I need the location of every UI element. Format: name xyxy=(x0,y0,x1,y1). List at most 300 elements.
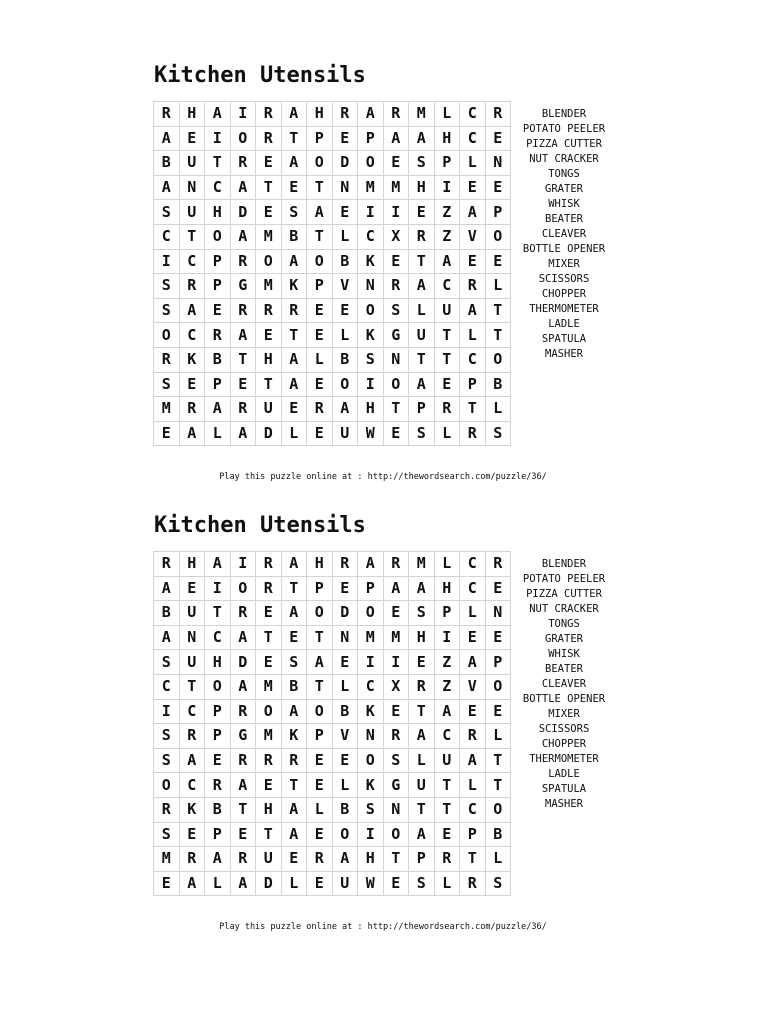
grid-cell: E xyxy=(256,650,282,675)
word-list-item: SCISSORS xyxy=(538,273,590,285)
grid-cell: D xyxy=(332,151,358,176)
grid-row xyxy=(154,224,511,249)
grid-cell: R xyxy=(256,748,282,773)
grid-cell: S xyxy=(409,601,435,626)
grid-cell: X xyxy=(383,224,409,249)
grid-cell: M xyxy=(358,625,384,650)
grid-cell: E xyxy=(383,151,409,176)
grid-cell: L xyxy=(332,323,358,348)
grid-cell: E xyxy=(179,576,205,601)
grid-cell: T xyxy=(256,625,282,650)
grid-cell: T xyxy=(434,797,460,822)
grid-cell: I xyxy=(358,650,384,675)
grid-cell: H xyxy=(179,102,205,127)
grid-cell: R xyxy=(154,552,180,577)
grid-cell: L xyxy=(434,421,460,446)
word-list-item: LADLE xyxy=(548,768,580,780)
grid-cell: R xyxy=(409,224,435,249)
grid-cell: T xyxy=(383,397,409,422)
grid-cell: L xyxy=(485,274,511,299)
grid-cell: P xyxy=(460,822,486,847)
grid-cell: A xyxy=(409,724,435,749)
grid-cell: E xyxy=(307,323,333,348)
word-list-item: CHOPPER xyxy=(541,738,587,750)
grid-cell: C xyxy=(179,699,205,724)
grid-cell: E xyxy=(409,650,435,675)
word-list-item: TONGS xyxy=(548,168,580,180)
grid-cell: L xyxy=(332,773,358,798)
grid-cell: B xyxy=(281,674,307,699)
grid-cell: T xyxy=(179,674,205,699)
grid-cell: L xyxy=(332,224,358,249)
grid-cell: R xyxy=(460,871,486,896)
grid-cell: I xyxy=(230,102,256,127)
grid-cell: C xyxy=(460,102,486,127)
grid-cell: N xyxy=(485,151,511,176)
grid-cell: K xyxy=(358,249,384,274)
grid-cell: K xyxy=(358,323,384,348)
grid-cell: E xyxy=(256,151,282,176)
grid-cell: A xyxy=(230,323,256,348)
grid-cell: L xyxy=(409,298,435,323)
grid-cell: S xyxy=(358,347,384,372)
grid-row xyxy=(154,576,511,601)
word-list-item: BLENDER xyxy=(541,108,587,120)
grid-cell: C xyxy=(460,576,486,601)
grid-cell: D xyxy=(230,200,256,225)
grid-cell: M xyxy=(256,274,282,299)
grid-cell: E xyxy=(332,576,358,601)
grid-cell: A xyxy=(205,397,231,422)
grid-cell: S xyxy=(281,200,307,225)
grid-cell: S xyxy=(154,724,180,749)
grid-cell: S xyxy=(154,274,180,299)
grid-cell: A xyxy=(460,650,486,675)
grid-row xyxy=(154,773,511,798)
grid-cell: A xyxy=(179,298,205,323)
grid-cell: B xyxy=(332,249,358,274)
grid-cell: O xyxy=(154,323,180,348)
grid-cell: W xyxy=(358,421,384,446)
grid-cell: P xyxy=(409,847,435,872)
grid-cell: E xyxy=(307,372,333,397)
grid-cell: A xyxy=(409,576,435,601)
grid-cell: E xyxy=(154,871,180,896)
grid-cell: E xyxy=(485,576,511,601)
grid-cell: V xyxy=(460,674,486,699)
grid-cell: C xyxy=(434,724,460,749)
grid-cell: M xyxy=(256,724,282,749)
grid-cell: L xyxy=(281,421,307,446)
grid-cell: E xyxy=(307,298,333,323)
grid-cell: T xyxy=(307,625,333,650)
grid-cell: L xyxy=(485,847,511,872)
grid-cell: A xyxy=(281,102,307,127)
grid-cell: C xyxy=(179,323,205,348)
grid-cell: B xyxy=(154,151,180,176)
grid-cell: I xyxy=(205,576,231,601)
grid-cell: S xyxy=(154,200,180,225)
grid-cell: L xyxy=(460,323,486,348)
grid-cell: O xyxy=(307,151,333,176)
grid-cell: H xyxy=(307,102,333,127)
grid-row xyxy=(154,797,511,822)
grid-cell: R xyxy=(179,847,205,872)
grid-cell: E xyxy=(460,249,486,274)
grid-cell: B xyxy=(485,372,511,397)
grid-cell: R xyxy=(460,724,486,749)
grid-cell: U xyxy=(332,421,358,446)
word-list-item: POTATO PEELER xyxy=(522,573,606,585)
grid-cell: A xyxy=(230,871,256,896)
grid-cell: T xyxy=(281,126,307,151)
grid-cell: M xyxy=(383,175,409,200)
grid-row xyxy=(154,323,511,348)
grid-cell: R xyxy=(256,126,282,151)
grid-cell: E xyxy=(256,773,282,798)
grid-cell: A xyxy=(307,650,333,675)
word-list-item: NUT CRACKER xyxy=(529,603,599,615)
grid-cell: L xyxy=(332,674,358,699)
grid-cell: L xyxy=(434,102,460,127)
grid-row xyxy=(154,200,511,225)
grid-cell: E xyxy=(332,200,358,225)
letter-grid xyxy=(153,551,511,896)
puzzle-1 xyxy=(0,0,768,482)
grid-cell: A xyxy=(460,748,486,773)
grid-cell: R xyxy=(485,102,511,127)
grid-cell: A xyxy=(281,601,307,626)
grid-cell: G xyxy=(230,724,256,749)
grid-cell: H xyxy=(409,625,435,650)
grid-cell: C xyxy=(460,347,486,372)
grid-cell: R xyxy=(281,748,307,773)
grid-cell: M xyxy=(154,397,180,422)
grid-cell: R xyxy=(230,748,256,773)
grid-cell: S xyxy=(154,298,180,323)
grid-row xyxy=(154,397,511,422)
grid-cell: E xyxy=(256,601,282,626)
grid-row xyxy=(154,298,511,323)
grid-cell: E xyxy=(332,298,358,323)
grid-cell: R xyxy=(230,298,256,323)
grid-cell: A xyxy=(230,625,256,650)
word-list-item: NUT CRACKER xyxy=(529,153,599,165)
grid-cell: H xyxy=(256,347,282,372)
word-list-item: POTATO PEELER xyxy=(522,123,606,135)
grid-cell: P xyxy=(205,699,231,724)
grid-cell: S xyxy=(154,372,180,397)
grid-cell: C xyxy=(434,274,460,299)
grid-cell: S xyxy=(154,650,180,675)
grid-row xyxy=(154,151,511,176)
grid-cell: O xyxy=(383,372,409,397)
grid-cell: C xyxy=(179,249,205,274)
grid-cell: E xyxy=(383,601,409,626)
grid-cell: A xyxy=(205,102,231,127)
word-list-item: MASHER xyxy=(545,348,583,360)
grid-cell: A xyxy=(154,625,180,650)
grid-cell: R xyxy=(332,102,358,127)
grid-cell: H xyxy=(179,552,205,577)
grid-row xyxy=(154,601,511,626)
grid-cell: P xyxy=(307,126,333,151)
grid-cell: T xyxy=(460,847,486,872)
grid-cell: P xyxy=(205,249,231,274)
grid-cell: S xyxy=(485,871,511,896)
grid-cell: A xyxy=(179,871,205,896)
grid-row xyxy=(154,102,511,127)
grid-cell: G xyxy=(383,773,409,798)
grid-cell: S xyxy=(281,650,307,675)
grid-cell: I xyxy=(358,822,384,847)
grid-cell: D xyxy=(256,871,282,896)
grid-cell: E xyxy=(409,200,435,225)
grid-cell: N xyxy=(485,601,511,626)
grid-cell: R xyxy=(205,323,231,348)
grid-cell: I xyxy=(154,249,180,274)
grid-cell: A xyxy=(434,699,460,724)
grid-cell: U xyxy=(179,601,205,626)
grid-cell: E xyxy=(179,822,205,847)
grid-cell: O xyxy=(485,797,511,822)
grid-cell: E xyxy=(281,397,307,422)
grid-cell: C xyxy=(179,773,205,798)
grid-cell: T xyxy=(383,847,409,872)
grid-cell: O xyxy=(230,576,256,601)
grid-cell: R xyxy=(383,274,409,299)
grid-cell: P xyxy=(434,151,460,176)
grid-cell: U xyxy=(434,298,460,323)
grid-cell: U xyxy=(409,323,435,348)
grid-cell: C xyxy=(460,126,486,151)
grid-cell: A xyxy=(230,773,256,798)
grid-cell: E xyxy=(256,323,282,348)
grid-cell: R xyxy=(485,552,511,577)
word-list-item: CLEAVER xyxy=(541,228,587,240)
grid-cell: R xyxy=(179,397,205,422)
grid-cell: A xyxy=(154,175,180,200)
grid-cell: E xyxy=(307,421,333,446)
grid-cell: R xyxy=(230,699,256,724)
grid-cell: E xyxy=(383,421,409,446)
grid-cell: O xyxy=(332,372,358,397)
grid-cell: H xyxy=(434,576,460,601)
grid-cell: E xyxy=(485,625,511,650)
grid-cell: N xyxy=(179,175,205,200)
grid-cell: E xyxy=(383,249,409,274)
grid-row xyxy=(154,724,511,749)
grid-cell: T xyxy=(205,151,231,176)
grid-cell: C xyxy=(460,552,486,577)
grid-cell: H xyxy=(256,797,282,822)
grid-cell: C xyxy=(205,625,231,650)
grid-cell: A xyxy=(281,552,307,577)
grid-cell: E xyxy=(230,822,256,847)
grid-cell: V xyxy=(332,274,358,299)
grid-cell: C xyxy=(154,224,180,249)
word-list-item: LADLE xyxy=(548,318,580,330)
grid-cell: R xyxy=(256,102,282,127)
grid-cell: T xyxy=(409,699,435,724)
grid-cell: R xyxy=(256,576,282,601)
grid-cell: L xyxy=(205,871,231,896)
word-list-item: MIXER xyxy=(548,258,580,270)
grid-cell: O xyxy=(358,298,384,323)
grid-cell: R xyxy=(332,552,358,577)
grid-cell: L xyxy=(409,748,435,773)
grid-cell: M xyxy=(256,224,282,249)
grid-row xyxy=(154,421,511,446)
grid-cell: A xyxy=(332,847,358,872)
grid-cell: B xyxy=(205,797,231,822)
grid-cell: O xyxy=(256,249,282,274)
grid-cell: S xyxy=(154,822,180,847)
grid-cell: M xyxy=(409,552,435,577)
grid-row xyxy=(154,175,511,200)
grid-cell: C xyxy=(154,674,180,699)
grid-cell: B xyxy=(154,601,180,626)
grid-row xyxy=(154,674,511,699)
grid-cell: V xyxy=(460,224,486,249)
word-list-item: GRATER xyxy=(545,183,583,195)
grid-cell: P xyxy=(205,822,231,847)
grid-cell: R xyxy=(256,552,282,577)
grid-row xyxy=(154,822,511,847)
grid-cell: M xyxy=(383,625,409,650)
word-list-item: TONGS xyxy=(548,618,580,630)
grid-cell: O xyxy=(256,699,282,724)
grid-cell: T xyxy=(281,576,307,601)
word-list-item: GRATER xyxy=(545,633,583,645)
grid-cell: S xyxy=(409,871,435,896)
puzzle-title: Kitchen Utensils xyxy=(154,513,366,538)
grid-cell: E xyxy=(332,126,358,151)
grid-row xyxy=(154,372,511,397)
grid-cell: A xyxy=(230,421,256,446)
word-list-item: BLENDER xyxy=(541,558,587,570)
grid-cell: E xyxy=(460,625,486,650)
grid-cell: R xyxy=(154,347,180,372)
grid-cell: A xyxy=(281,699,307,724)
grid-row xyxy=(154,274,511,299)
grid-cell: A xyxy=(154,576,180,601)
word-list-item: MASHER xyxy=(545,798,583,810)
grid-cell: P xyxy=(307,576,333,601)
grid-cell: U xyxy=(434,748,460,773)
grid-cell: N xyxy=(358,724,384,749)
grid-cell: P xyxy=(434,601,460,626)
grid-cell: H xyxy=(358,397,384,422)
grid-cell: N xyxy=(332,625,358,650)
grid-cell: P xyxy=(485,200,511,225)
grid-cell: T xyxy=(281,773,307,798)
grid-cell: A xyxy=(281,249,307,274)
grid-cell: C xyxy=(460,797,486,822)
grid-cell: P xyxy=(205,372,231,397)
grid-cell: A xyxy=(205,552,231,577)
grid-cell: E xyxy=(230,372,256,397)
grid-cell: G xyxy=(230,274,256,299)
grid-cell: O xyxy=(332,822,358,847)
grid-cell: A xyxy=(281,347,307,372)
word-list-item: SPATULA xyxy=(541,333,587,345)
grid-row xyxy=(154,347,511,372)
grid-cell: N xyxy=(383,347,409,372)
grid-cell: E xyxy=(307,773,333,798)
grid-row xyxy=(154,699,511,724)
grid-cell: E xyxy=(307,822,333,847)
grid-cell: P xyxy=(358,576,384,601)
grid-cell: U xyxy=(332,871,358,896)
grid-cell: S xyxy=(383,748,409,773)
grid-cell: T xyxy=(434,773,460,798)
grid-cell: A xyxy=(281,797,307,822)
grid-cell: E xyxy=(332,650,358,675)
grid-cell: I xyxy=(358,372,384,397)
grid-cell: Z xyxy=(434,650,460,675)
grid-cell: S xyxy=(358,797,384,822)
grid-cell: D xyxy=(230,650,256,675)
grid-cell: A xyxy=(179,421,205,446)
grid-cell: S xyxy=(383,298,409,323)
grid-cell: R xyxy=(230,397,256,422)
grid-cell: E xyxy=(485,699,511,724)
grid-cell: C xyxy=(358,224,384,249)
grid-cell: T xyxy=(485,298,511,323)
grid-cell: S xyxy=(409,421,435,446)
grid-cell: I xyxy=(434,175,460,200)
grid-row xyxy=(154,625,511,650)
grid-cell: B xyxy=(485,822,511,847)
grid-cell: K xyxy=(179,797,205,822)
grid-cell: E xyxy=(383,699,409,724)
grid-cell: L xyxy=(434,552,460,577)
grid-cell: A xyxy=(409,126,435,151)
word-list xyxy=(514,107,614,362)
word-list-item: BOTTLE OPENER xyxy=(522,693,606,705)
grid-cell: M xyxy=(409,102,435,127)
word-list-item: BEATER xyxy=(545,213,583,225)
grid-cell: R xyxy=(205,773,231,798)
grid-cell: A xyxy=(230,674,256,699)
grid-cell: I xyxy=(230,552,256,577)
grid-cell: I xyxy=(358,200,384,225)
grid-cell: L xyxy=(205,421,231,446)
grid-cell: T xyxy=(434,347,460,372)
grid-cell: U xyxy=(179,151,205,176)
grid-cell: R xyxy=(434,397,460,422)
grid-cell: O xyxy=(307,699,333,724)
grid-cell: T xyxy=(460,397,486,422)
grid-cell: Z xyxy=(434,200,460,225)
grid-cell: L xyxy=(460,151,486,176)
grid-cell: L xyxy=(307,347,333,372)
word-list-item: WHISK xyxy=(548,648,580,660)
grid-cell: C xyxy=(358,674,384,699)
grid-cell: E xyxy=(281,625,307,650)
grid-cell: T xyxy=(485,323,511,348)
grid-cell: A xyxy=(383,576,409,601)
grid-cell: B xyxy=(205,347,231,372)
grid-cell: T xyxy=(409,249,435,274)
grid-cell: T xyxy=(230,797,256,822)
grid-cell: O xyxy=(307,601,333,626)
grid-cell: A xyxy=(409,822,435,847)
grid-cell: R xyxy=(409,674,435,699)
grid-cell: A xyxy=(460,200,486,225)
grid-cell: T xyxy=(409,797,435,822)
